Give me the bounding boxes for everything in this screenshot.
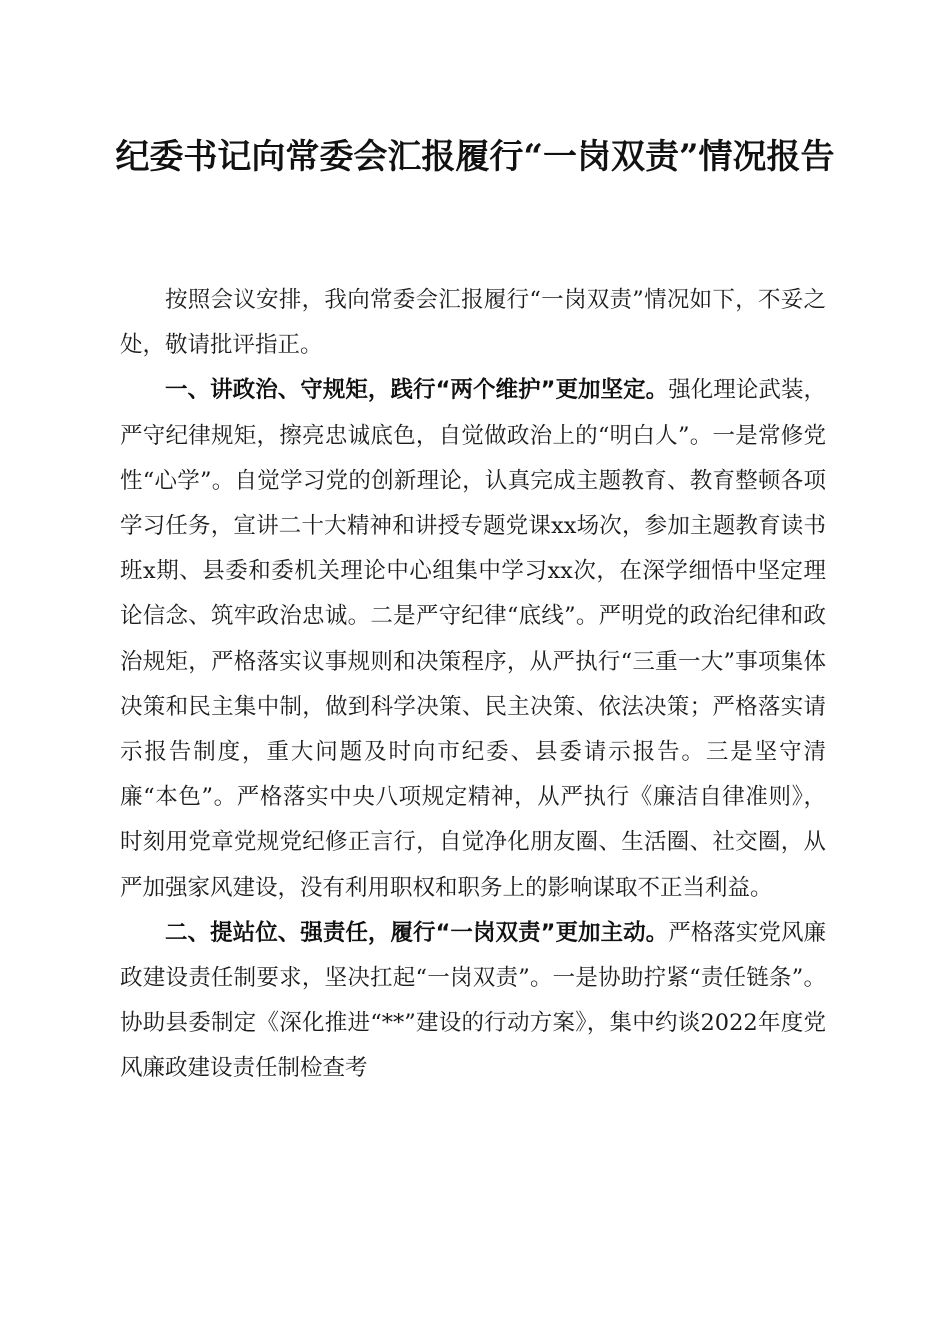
section-2-text: 严格落实党风廉政建设责任制要求，坚决扛起“一岗双责”。一是协助拧紧“责任链条”。协助县委制定《深化推进“**”建设的行动方案》，集中约谈2022年度党风廉政建设责任制检查考 [120,919,826,1082]
intro-paragraph [120,278,826,368]
document-body [120,278,826,1092]
section-1-paragraph [120,368,826,910]
section-1-text: 强化理论武装，严守纪律规矩，擦亮忠诚底色，自觉做政治上的“明白人”。一是常修党性“心学”。自觉学习党的创新理论，认真完成主题教育、教育整顿各项学习任务，宣讲二十大精神和讲授专题党课xx场次，参加主题教育读书班x期、县委和委机关理论中心组集中学习xx次，在深学细悟中坚定理论信念、筑牢政治忠诚。二是严守纪律“底线”。严明党的政治纪律和政治规矩，严格落实议事规则和决策程序，从严执行“三重一大”事项集体决策和民主集中制，做到科学决策、民主决策、依法决策；严格落实请示报告制度，重大问题及时向市纪委、县委请示报告。三是坚守清廉“本色”。严格落实中央八项规定精神，从严执行《廉洁自律准则》，时刻用党章党规党纪修正言行，自觉净化朋友圈、生活圈、社交圈，从严加强家风建设，没有利用职权和职务上的影响谋取不正当利益。 [120,377,826,901]
section-2-heading: 二、提站位、强责任，履行“一岗双责”更加主动。 [165,919,669,946]
intro-text: 按照会议安排，我向常委会汇报履行“一岗双责”情况如下，不妥之处，敬请批评指正。 [120,287,826,359]
section-2-paragraph [120,911,826,1092]
section-1-heading: 一、讲政治、守规矩，践行“两个维护”更加坚定。 [165,377,669,404]
document-title: 纪委书记向常委会汇报履行“一岗双责”情况报告 [115,137,835,177]
